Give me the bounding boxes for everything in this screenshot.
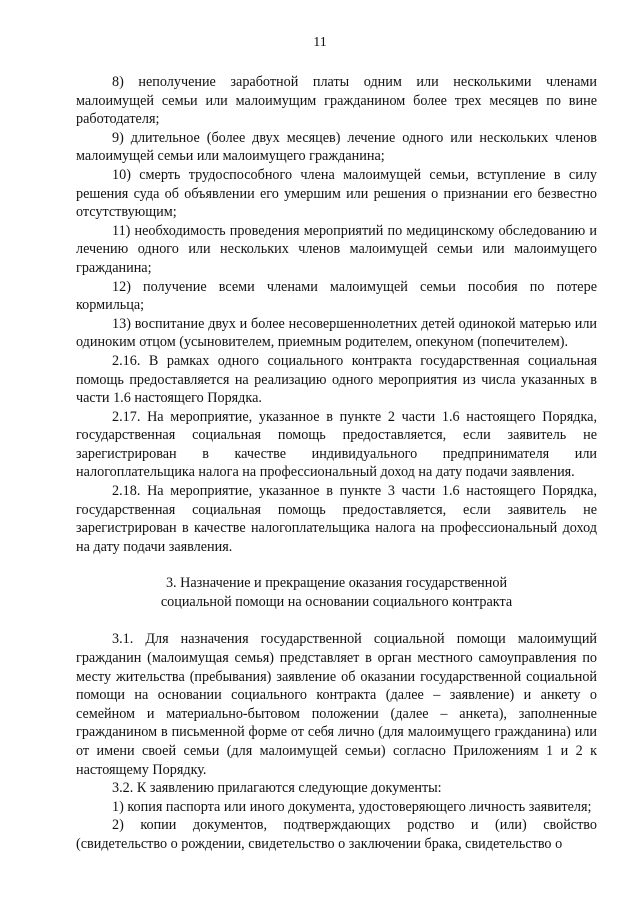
section-heading-line-2: социальной помощи на основании социального контракта <box>160 594 513 611</box>
paragraph-2-17: 2.17. На мероприятие, указанное в пункте 2 части 1.6 настоящего Порядка, государственная социальная помощь предоставляется, если заявитель не зарегистрирован в качестве индивидуального предпринимателя или налогоплательщика налога на профессиональный доход на дату подачи заявления. <box>76 408 597 481</box>
section-heading-line-1: 3. Назначение и прекращение оказания государственной <box>165 575 508 592</box>
paragraph-item-9: 9) длительное (более двух месяцев) лечение одного или нескольких членов малоимущей семьи или малоимущего гражданина; <box>76 129 597 165</box>
paragraph-item-12: 12) получение всеми членами малоимущей семьи пособия по потере кормильца; <box>76 278 597 314</box>
paragraph-3-1: 3.1. Для назначения государственной социальной помощи малоимущий гражданин (малоимущая семья) представляет в орган местного самоуправления по месту жительства (пребывания) заявление об оказании государственной социальной помощи на основании социального контракта (далее – заявление) и анкету о семейном и материально-бытовом положении (далее – анкета), заполненные гражданином в письменной форме от себя лично (для малоимущего гражданина) или от имени своей семьи (для малоимущей семьи) согласно Приложениям 1 и 2 к настоящему Порядку. <box>76 631 597 778</box>
document-body <box>76 73 597 854</box>
paragraph-2-16: 2.16. В рамках одного социального контракта государственная социальная помощь предоставляется на реализацию одного мероприятия из числа указанных в части 1.6 настоящего Порядка. <box>76 352 597 407</box>
paragraph-item-13: 13) воспитание двух и более несовершеннолетних детей одинокой матерью или одиноким отцом (усыновителем, приемным родителем, опекуном (попечителем). <box>76 315 597 351</box>
paragraph-doc-2: 2) копии документов, подтверждающих родство и (или) свойство (свидетельство о рождении, свидетельство о заключении брака, свидетельство о <box>76 817 597 852</box>
paragraph-item-8: 8) неполучение заработной платы одним или несколькими членами малоимущей семьи или малоимущим гражданином более трех месяцев по вине работодателя; <box>76 74 597 128</box>
paragraph-2-18: 2.18. На мероприятие, указанное в пункте 3 части 1.6 настоящего Порядка, государственная социальная помощь предоставляется, если заявитель не зарегистрирован в качестве налогоплательщика налога на профессиональный доход на дату подачи заявления. <box>76 483 597 555</box>
paragraph-3-2: 3.2. К заявлению прилагаются следующие документы: <box>112 780 442 797</box>
section-heading <box>76 574 597 612</box>
paragraph-item-10: 10) смерть трудоспособного члена малоимущей семьи, вступление в силу решения суда об объявлении его умершим или решения о признании его безвестно отсутствующим; <box>76 166 597 221</box>
paragraph-item-11: 11) необходимость проведения мероприятий по медицинскому обследованию и лечению одного или нескольких членов малоимущей семьи или малоимущего гражданина; <box>76 222 597 276</box>
page-number: 11 <box>313 35 327 50</box>
paragraph-doc-1: 1) копия паспорта или иного документа, удостоверяющего личность заявителя; <box>112 798 592 815</box>
